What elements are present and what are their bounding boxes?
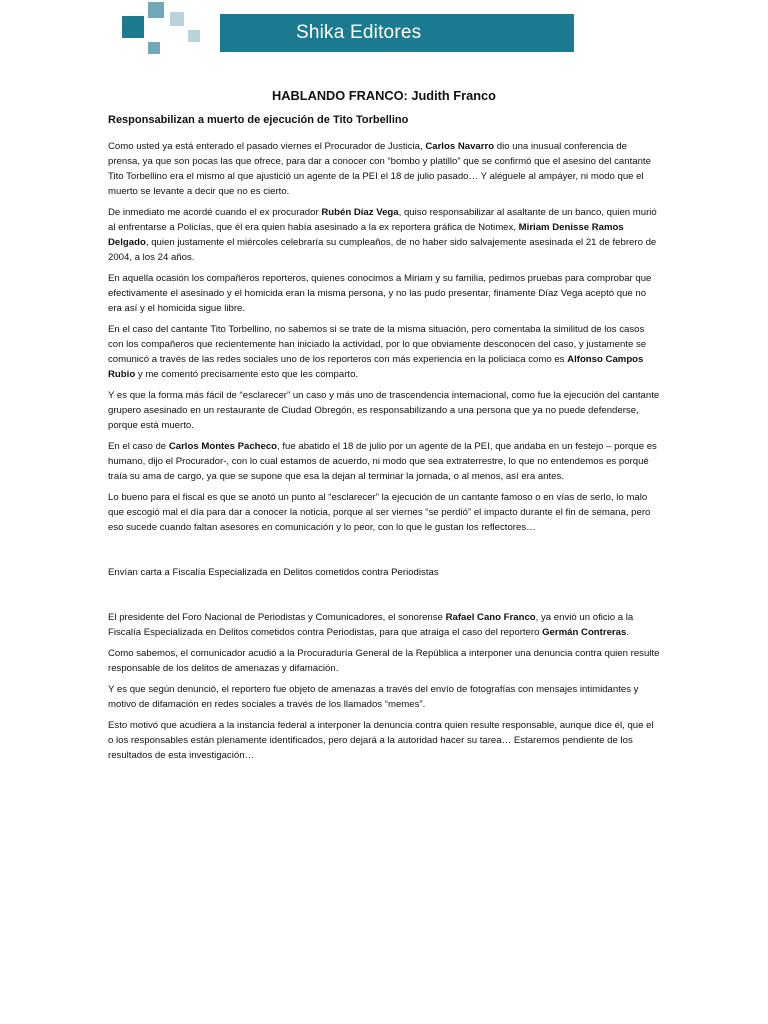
- bold-name: Miriam Denisse Ramos Delgado: [108, 222, 624, 248]
- text-run: , ya envió un oficio a la Fiscalía Especializada en Delitos cometidos contra Periodistas, para que atraiga el caso del reportero: [108, 612, 634, 638]
- article-subtitle-2: Envían carta a Fiscalía Especializada en Delitos cometidos contra Periodistas: [108, 567, 439, 578]
- paragraph: [108, 490, 660, 535]
- text-run: .: [626, 627, 630, 638]
- text-run: En el caso del cantante Tito Torbellino, no sabemos si se trate de la misma situación, pero comentaba la similitud de los casos con los compañeros que recientemente han iniciado la actividad, por lo que obviamente desconocen del caso, y justamente se comunicó a través de las redes sociales uno de los reporteros con más experiencia en la policiaca como es: [108, 324, 647, 365]
- text-run: Y es que la forma más fácil de “esclarecer” un caso y más uno de trascendencia internacional, como fue la ejecución del cantante grupero asesinado en un restaurante de Ciudad Obregón, es responsabilizando a una persona que ya no puede defenderse, porque está muerto.: [108, 390, 660, 431]
- bold-name: Germán Contreras: [542, 627, 627, 638]
- logo-square-light: [170, 12, 184, 26]
- article-title: HABLANDO FRANCO: Judith Franco: [272, 88, 496, 103]
- text-run: , quien justamente el miércoles celebraría su cumpleaños, de no haber sido salvajemente asesinada el 21 de febrero de 2004, a los 24 años.: [108, 237, 657, 263]
- paragraph: [108, 682, 660, 712]
- bold-name: Rubén Díaz Vega: [321, 207, 399, 218]
- bold-name: Rafael Cano Franco: [445, 612, 536, 623]
- paragraph: [108, 322, 660, 382]
- text-run: Como usted ya está enterado el pasado viernes el Procurador de Justicia,: [108, 141, 426, 152]
- bold-name: Carlos Montes Pacheco: [168, 441, 278, 452]
- article-subtitle: Responsabilizan a muerto de ejecución de Tito Torbellino: [108, 114, 409, 126]
- text-run: y me comentó precisamente esto que les comparto.: [135, 369, 359, 380]
- bold-name: Alfonso Campos Rubio: [108, 354, 644, 380]
- text-run: Esto motivó que acudiera a la instancia federal a interponer la denuncia contra quien resulte responsable, aunque dice él, que el o los responsables están plenamente identificados, pero dejará a la autoridad hacer su tarea… Estaremos pendiente de los resultados de esta investigación…: [108, 720, 654, 761]
- text-run: En aquella ocasión los compañeros reporteros, quienes conocimos a Miriam y su familia, pedimos pruebas para comprobar que efectivamente el asesinado y el homicida eran la misma persona, y no las pudo presentar, finamente Díaz Vega aceptó que no era así y el homicida sigue libre.: [108, 273, 652, 314]
- logo-square-light-2: [188, 30, 200, 42]
- paragraph: [108, 205, 660, 265]
- paragraph: [108, 610, 660, 640]
- text-run: , fue abatido el 18 de julio por un agente de la PEI, que andaba en un festejo – porque es humano, dijo el Procurador-, con lo cual estamos de acuerdo, ni modo que sea extraterrestre, lo que no entendemos es porqué traía su ama de cargo, ya que se supone que esa la dejan al terminar la jornada, o al menos, así era antes.: [108, 441, 657, 482]
- logo-square-mid: [148, 2, 164, 18]
- brand-title: Shika Editores: [296, 22, 422, 43]
- text-run: Como sabemos, el comunicador acudió a la Procuraduría General de la República a interponer una denuncia contra quien resulte responsable de los delitos de amenazas y difamación.: [108, 648, 660, 674]
- logo-square-mid-2: [148, 42, 160, 54]
- text-run: dio una inusual conferencia de prensa, ya que son pocas las que ofrece, para dar a conocer con “bombo y platillo” que se confirmó que el asesino del cantante Tito Torbellino era el mismo al que ajustició un agente de la PEI el 18 de julio pasado… Y aléguele al ampáyer, ni modo que el muerto se levante a decir que no es cierto.: [108, 141, 651, 197]
- header-banner: [108, 0, 574, 66]
- paragraph: [108, 439, 660, 484]
- text-run: El presidente del Foro Nacional de Periodistas y Comunicadores, el sonorense: [108, 612, 446, 623]
- text-run: Y es que según denunció, el reportero fue objeto de amenazas a través del envío de fotografías con mensajes intimidantes y motivo de difamación en redes sociales a través de los llamados “memes”.: [108, 684, 639, 710]
- text-run: Lo bueno para el fiscal es que se anotó un punto al “esclarecer” la ejecución de un cantante famoso o en vías de serlo, lo malo que escogió mal el día para dar a conocer la noticia, porque al ser viernes “se perdió” el impacto durante el fin de semana, pero eso sucede cuando faltan asesores en comunicación y lo peor, con lo que le gustan los reflectores…: [108, 492, 651, 533]
- text-run: De inmediato me acordé cuando el ex procurador: [108, 207, 322, 218]
- article: [108, 88, 660, 769]
- logo-square-dark: [122, 16, 144, 38]
- text-run: , quiso responsabilizar al asaltante de un banco, quien murió al enfrentarse a Policías, que él era quien había asesinado a la ex reportera gráfica de Notimex,: [108, 207, 657, 233]
- article-body-section-1: [108, 139, 660, 535]
- bold-name: Carlos Navarro: [425, 141, 495, 152]
- paragraph: [108, 388, 660, 433]
- paragraph: [108, 271, 660, 316]
- paragraph: [108, 139, 660, 199]
- article-body-section-2: [108, 610, 660, 763]
- paragraph: [108, 718, 660, 763]
- text-run: En el caso de: [108, 441, 169, 452]
- paragraph: [108, 646, 660, 676]
